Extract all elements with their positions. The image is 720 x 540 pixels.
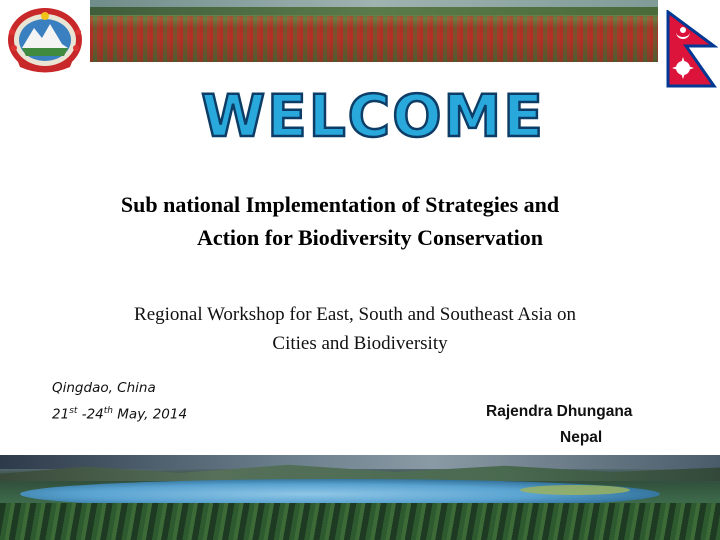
photo-field — [520, 485, 630, 495]
photo-sky — [0, 455, 720, 469]
date-rest: May, 2014 — [112, 406, 188, 423]
banner-hills — [90, 7, 658, 15]
welcome-heading-text: WELCOME — [201, 84, 545, 148]
photo-forest — [0, 503, 720, 540]
date-start-suffix: st — [69, 406, 78, 416]
date-separator: -24 — [77, 406, 104, 423]
workshop-line-2: Cities and Biodiversity — [272, 333, 448, 354]
nepal-emblem-icon — [4, 4, 86, 74]
presentation-title — [60, 188, 660, 254]
bottom-lake-photo — [0, 455, 720, 540]
date-start-day: 21 — [52, 406, 70, 423]
workshop-name — [60, 300, 660, 358]
date-end-suffix: th — [103, 406, 113, 416]
presenter-country: Nepal — [560, 429, 603, 446]
banner-flower-field — [90, 16, 658, 62]
event-dates — [52, 406, 187, 423]
workshop-line-1: Regional Workshop for East, South and Southeast Asia on — [134, 304, 576, 325]
presenter-name: Rajendra Dhungana — [486, 403, 633, 420]
nepal-flag-icon — [666, 10, 718, 90]
top-banner-photo — [90, 0, 658, 62]
welcome-heading — [0, 84, 720, 148]
title-line-2: Action for Biodiversity Conservation — [196, 225, 544, 250]
title-line-1: Sub national Implementation of Strategies and — [120, 192, 560, 217]
event-location: Qingdao, China — [52, 380, 156, 396]
